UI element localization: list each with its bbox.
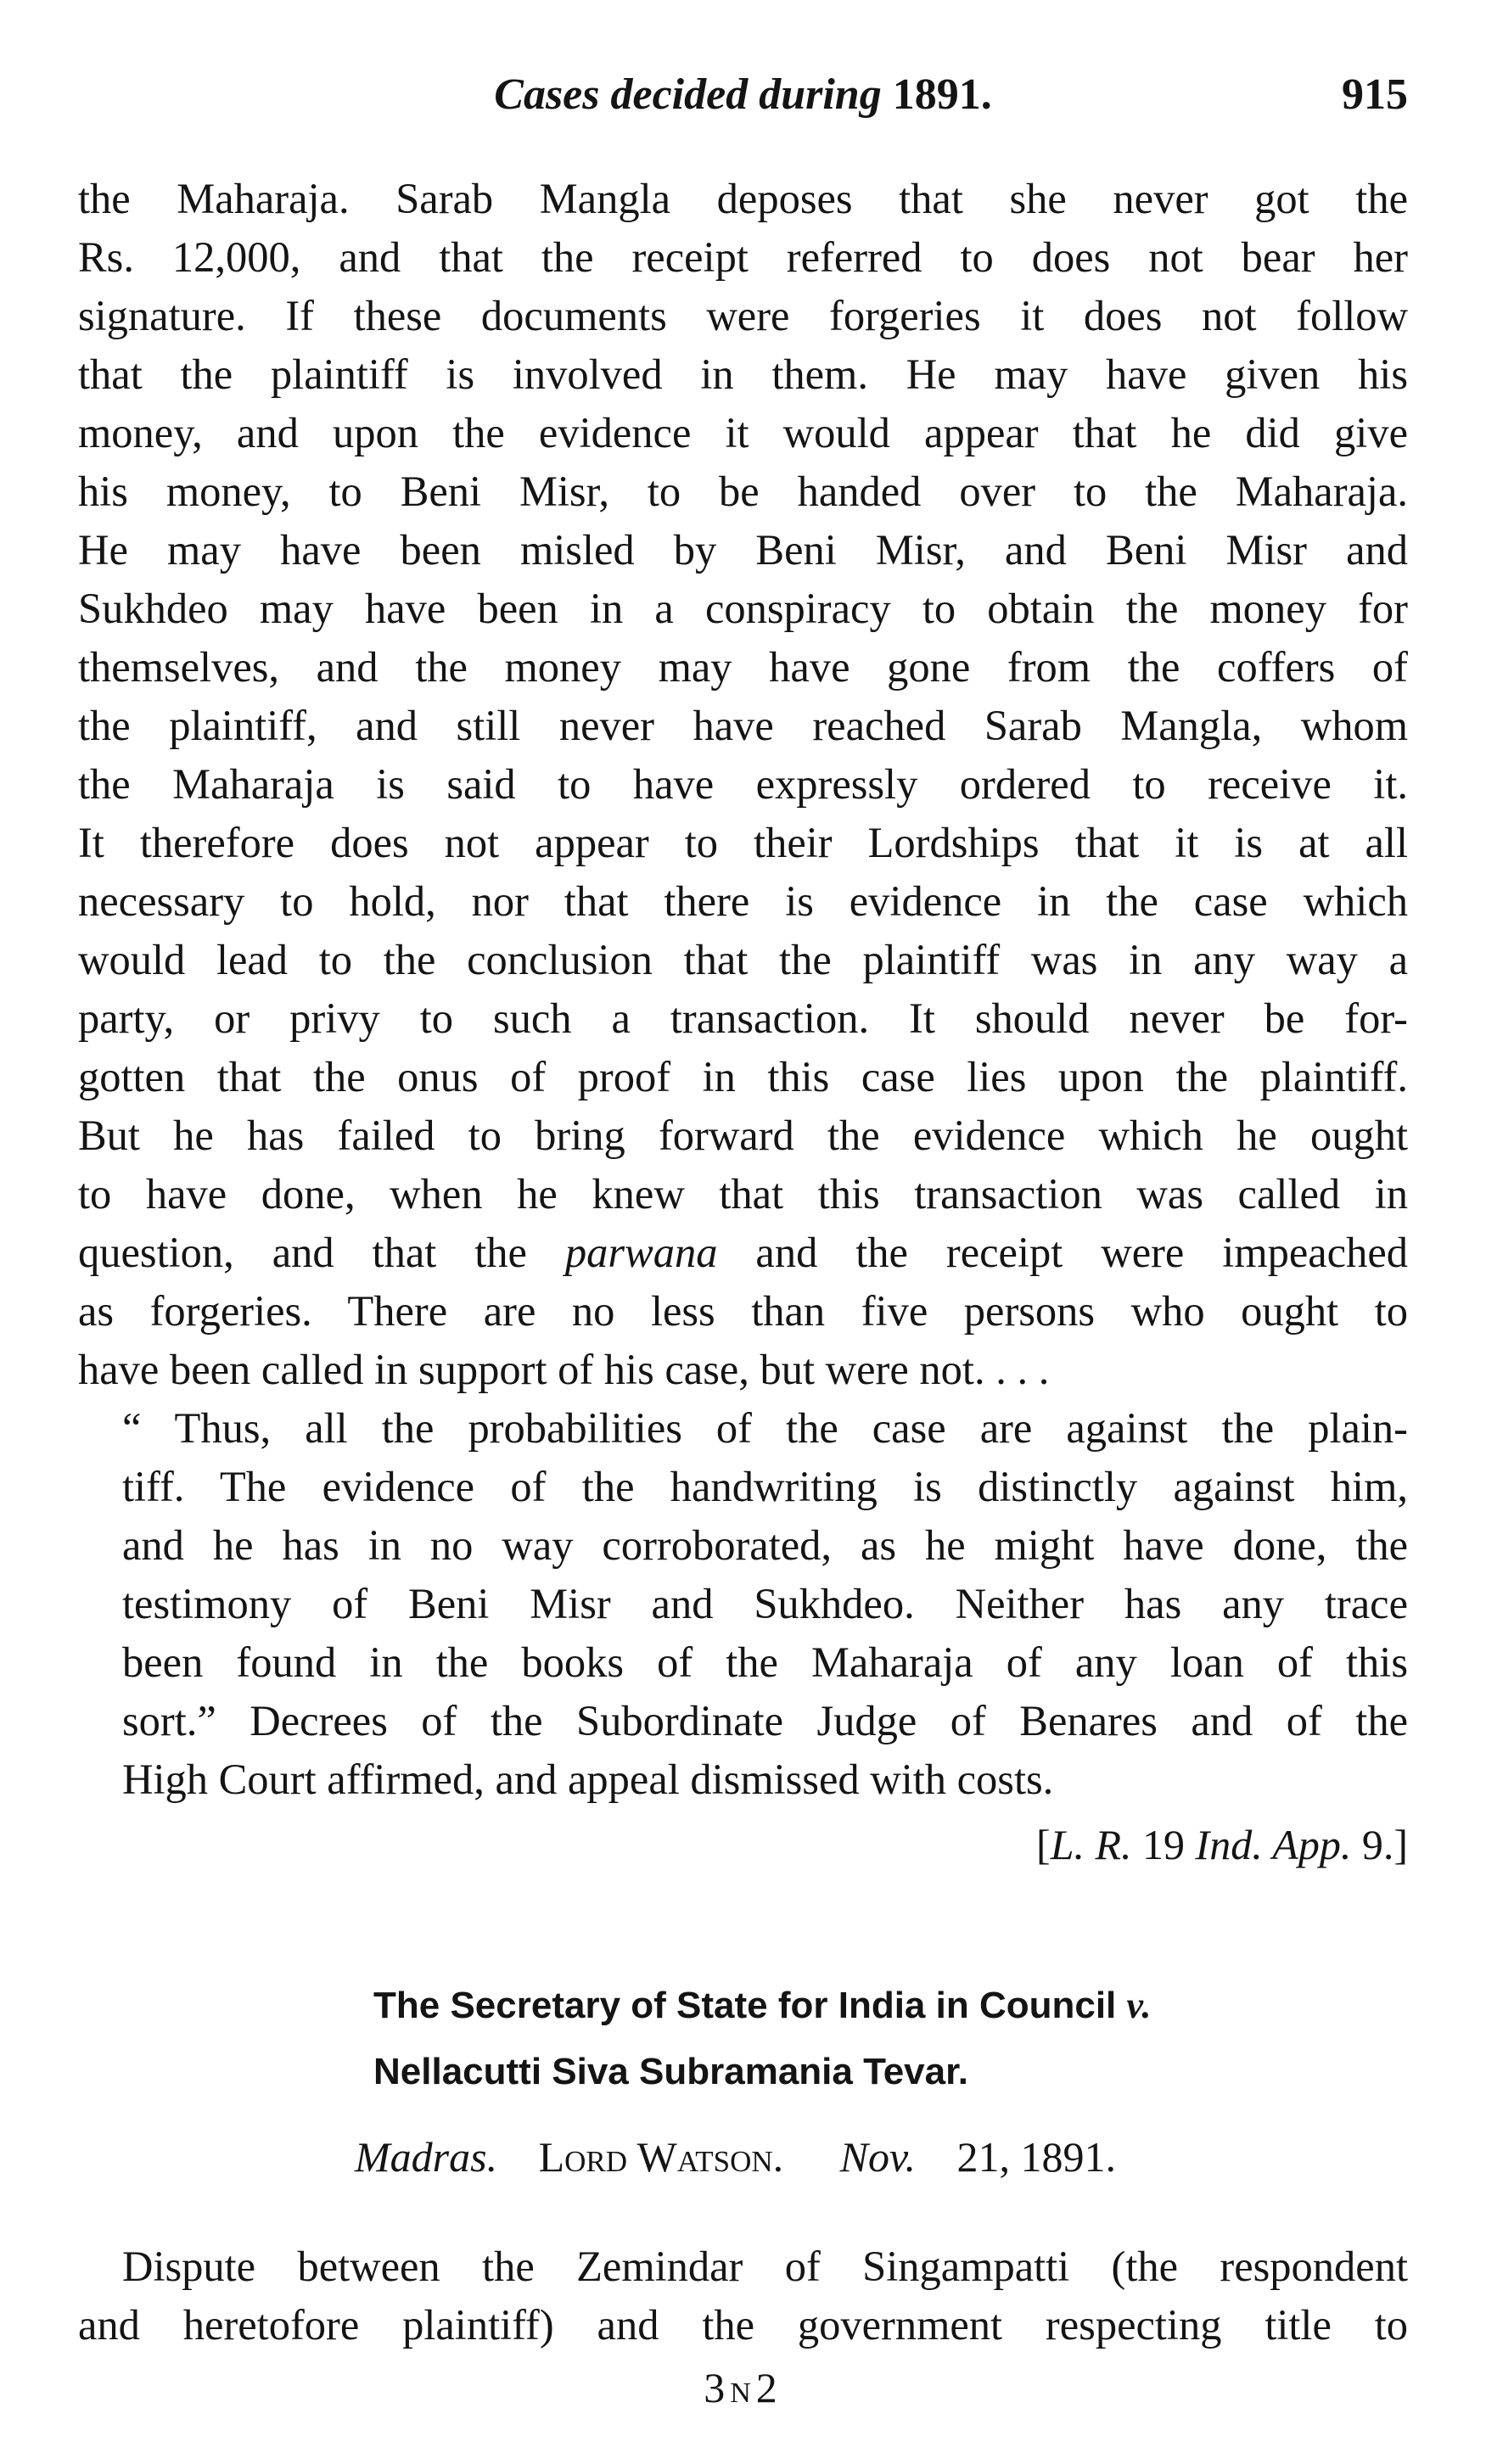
text-line: that the plaintiff is involved in them. He may have given his xyxy=(78,350,1408,398)
text-line: gotten that the onus of proof in this case lies upon the plaintiff. xyxy=(78,1053,1408,1100)
paragraph-2 xyxy=(78,1399,1408,1809)
decision-month: Nov. xyxy=(839,2133,916,2181)
text-line xyxy=(78,1224,1408,1282)
case-party-respondent: Nellacutti Siva Subramania Tevar. xyxy=(373,2051,969,2092)
page-header xyxy=(78,61,1408,129)
text-line: and heretofore plaintiff) and the government respecting title to xyxy=(78,2301,1408,2349)
text-line: themselves, and the money may have gone from the coffers of xyxy=(78,643,1408,691)
text-line: and he has in no way corroborated, as he might have done, the xyxy=(122,1521,1408,1569)
citation xyxy=(1036,1816,1408,1874)
text-line: “ Thus, all the probabilities of the case are against the plain- xyxy=(122,1404,1408,1452)
case-title xyxy=(373,1973,1151,2105)
paragraph-1 xyxy=(78,170,1408,1399)
signature-sub: 2 xyxy=(755,2364,782,2411)
text-line: the Maharaja is said to have expressly ordered to receive it. xyxy=(78,760,1408,808)
decision-date xyxy=(825,2133,1131,2181)
text-line: Rs. 12,000, and that the receipt referred to does not bear her xyxy=(78,233,1408,281)
text-line: money, and upon the evidence it would appear that he did give xyxy=(78,409,1408,456)
text-line: But he has failed to bring forward the evidence which he ought xyxy=(78,1112,1408,1159)
text-line: sort.” Decrees of the Subordinate Judge of Benares and of the xyxy=(122,1697,1408,1744)
text-line: to have done, when he knew that this transaction was called in xyxy=(78,1170,1408,1218)
court-name: Madras. xyxy=(355,2133,498,2181)
signature-letter: N xyxy=(730,2377,756,2409)
citation-series: Ind. App. xyxy=(1195,1821,1352,1868)
citation-report: L. R. xyxy=(1050,1821,1132,1868)
text-line: the Maharaja. Sarab Mangla deposes that she never got the xyxy=(78,175,1408,222)
text-line: Dispute between the Zemindar of Singampatti (the respondent xyxy=(122,2243,1408,2290)
text-line: signature. If these documents were forgeries it does not follow xyxy=(78,292,1408,339)
text-line: been found in the books of the Maharaja of any loan of this xyxy=(122,1638,1408,1686)
text-line: It therefore does not appear to their Lordships that it is at all xyxy=(78,819,1408,866)
running-title xyxy=(78,61,1408,129)
text-line: High Court affirmed, and appeal dismissed with costs. xyxy=(122,1756,1054,1803)
text-line: have been called in support of his case, but were not. . . . xyxy=(78,1346,1050,1393)
citation-volume: 19 xyxy=(1142,1821,1186,1868)
text-line: party, or privy to such a transaction. It should never be for- xyxy=(78,994,1408,1042)
case-party-appellant: The Secretary of State for India in Council xyxy=(373,1985,1117,2026)
text-line: his money, to Beni Misr, to be handed over to the Maharaja. xyxy=(78,468,1408,515)
text-line: as forgeries. There are no less than five persons who ought to xyxy=(78,1287,1408,1335)
body-text xyxy=(78,170,1408,1809)
court-line xyxy=(0,2128,1486,2187)
printer-signature-mark xyxy=(0,2359,1486,2422)
signature-number: 3 xyxy=(704,2364,731,2411)
text-line: tiff. The evidence of the handwriting is distinctly against him, xyxy=(122,1463,1408,1510)
text-line: would lead to the conclusion that the plaintiff was in any way a xyxy=(78,936,1408,983)
case-title-line-1 xyxy=(373,1973,1151,2039)
italic-term: parwana xyxy=(564,1229,718,1276)
running-title-year: 1891. xyxy=(892,70,992,119)
text-line: the plaintiff, and still never have reached Sarab Mangla, whom xyxy=(78,702,1408,749)
text-line: necessary to hold, nor that there is evidence in the case which xyxy=(78,877,1408,925)
text-segment: and the receipt were impeached xyxy=(755,1229,1409,1276)
running-title-text: Cases decided during xyxy=(494,70,882,119)
text-segment: question, and that the xyxy=(78,1229,527,1276)
decision-day-year: 21, 1891. xyxy=(956,2133,1116,2181)
judge-name: Lord Watson. xyxy=(538,2133,784,2181)
citation-open-bracket: [ xyxy=(1036,1821,1051,1868)
citation-page: 9.] xyxy=(1361,1821,1408,1868)
dispute-paragraph xyxy=(78,2237,1408,2355)
text-line: He may have been misled by Beni Misr, and Beni Misr and xyxy=(78,526,1408,574)
text-line: Sukhdeo may have been in a conspiracy to obtain the money for xyxy=(78,585,1408,632)
text-line: testimony of Beni Misr and Sukhdeo. Neither has any trace xyxy=(122,1580,1408,1627)
page-number: 915 xyxy=(1342,70,1408,119)
case-versus: v. xyxy=(1126,1985,1152,2026)
